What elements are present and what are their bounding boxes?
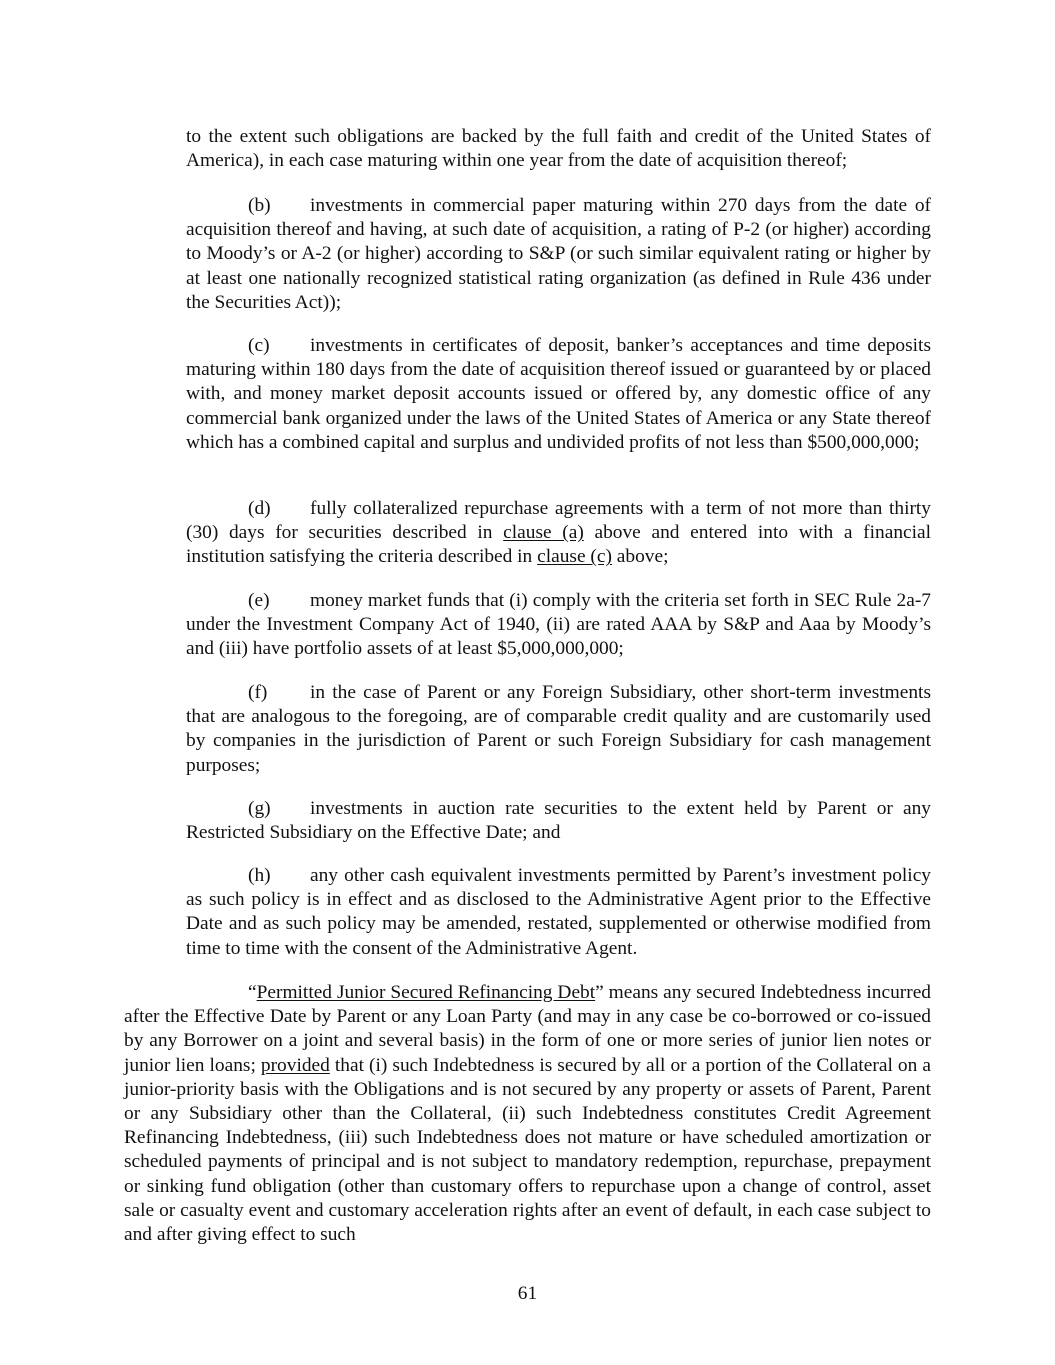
clause-b-label: (b): [248, 195, 271, 216]
clause-e: [186, 589, 931, 662]
clause-c-text: investments in certificates of deposit, banker’s acceptances and time deposits maturing within 180 days from the date of acquisition thereof issued or guaranteed by or placed with, and money market deposit accounts issued or offered by, any domestic office of any commercial bank organized under the laws of the United States of America or any State thereof which has a combined capital and surplus and undivided profits of not less than $500,000,000;: [186, 335, 931, 453]
clause-h-label: (h): [248, 865, 271, 886]
clause-g-label: (g): [248, 798, 271, 819]
clause-f: [186, 681, 931, 778]
clause-g: [186, 797, 931, 845]
clause-g-text: investments in auction rate securities to the extent held by Parent or any Restricted Subsidiary on the Effective Date; and: [186, 798, 931, 844]
definition-paragraph: [124, 981, 931, 1247]
intro-text: to the extent such obligations are backed by the full faith and credit of the United States of America), in each case maturing within one year from the date of acquisition thereof;: [186, 126, 931, 172]
defined-term: Permitted Junior Secured Refinancing Debt: [256, 982, 596, 1003]
clause-d: [186, 497, 931, 570]
definition-text-2: that (i) such Indebtedness is secured by all or a portion of the Collateral on a junior-priority basis with the Obligations and is not secured by any property or assets of Parent, Parent or any Subsidiary other than the Collateral, (ii) such Indebtedness constitutes Credit Agreement Refinancing Indebtedness, (iii) such Indebtedness does not mature or have scheduled amortization or scheduled payments of principal and is not subject to mandatory redemption, repurchase, prepayment or sinking fund obligation (other than customary offers to repurchase upon a change of control, asset sale or casualty event and customary acceleration rights after an event of default, in each case subject to and after giving effect to such: [124, 1054, 931, 1246]
clause-d-text-3: above;: [611, 546, 669, 568]
clause-a-reference: clause (a): [503, 522, 584, 544]
clause-d-text-2: above and entered into with a financial institution satisfying the criteria described in: [186, 522, 931, 568]
clause-d-label: (d): [248, 498, 271, 519]
clause-c-label: (c): [248, 335, 270, 356]
clause-c: [186, 334, 931, 455]
clause-e-label: (e): [248, 590, 270, 611]
clause-b: [186, 194, 931, 315]
definition-open-quote: “: [248, 982, 257, 1003]
clause-e-text: money market funds that (i) comply with the criteria set forth in SEC Rule 2a-7 under the Investment Company Act of 1940, (ii) are rated AAA by S&P and Aaa by Moody’s and (iii) have portfolio assets of at least $5,000,000,000;: [186, 590, 931, 660]
clause-d-text-1: fully collateralized repurchase agreements with a term of not more than thirty (30) days for securities described in: [186, 498, 931, 544]
definition-text-1: ” means any secured Indebtedness incurred after the Effective Date by Parent or any Loan Party (and may in any case be co-borrowed or co-issued by any Borrower on a joint and several basis) in the form of one or more series of junior lien notes or junior lien loans;: [124, 982, 932, 1076]
clause-f-text: in the case of Parent or any Foreign Subsidiary, other short-term investments that are analogous to the foregoing, are of comparable credit quality and are customarily used by companies in the jurisdiction of Parent or such Foreign Subsidiary for cash management purposes;: [186, 682, 931, 776]
clause-h: [186, 864, 931, 961]
clause-b-text: investments in commercial paper maturing within 270 days from the date of acquisition thereof and having, at such date of acquisition, a rating of P-2 (or higher) according to Moody’s or A-2 (or higher) according to S&P (or such similar equivalent rating or higher by at least one nationally recognized statistical rating organization (as defined in Rule 436 under the Securities Act));: [186, 195, 931, 313]
provided-keyword: provided: [260, 1054, 330, 1076]
clause-c-reference: clause (c): [537, 546, 612, 568]
clause-f-label: (f): [248, 682, 268, 703]
page-number: 61: [517, 1283, 538, 1304]
intro-paragraph: [186, 125, 931, 173]
clause-h-text: any other cash equivalent investments permitted by Parent’s investment policy as such policy is in effect and as disclosed to the Administrative Agent prior to the Effective Date and as such policy may be amended, restated, supplemented or otherwise modified from time to time with the consent of the Administrative Agent.: [186, 865, 931, 959]
